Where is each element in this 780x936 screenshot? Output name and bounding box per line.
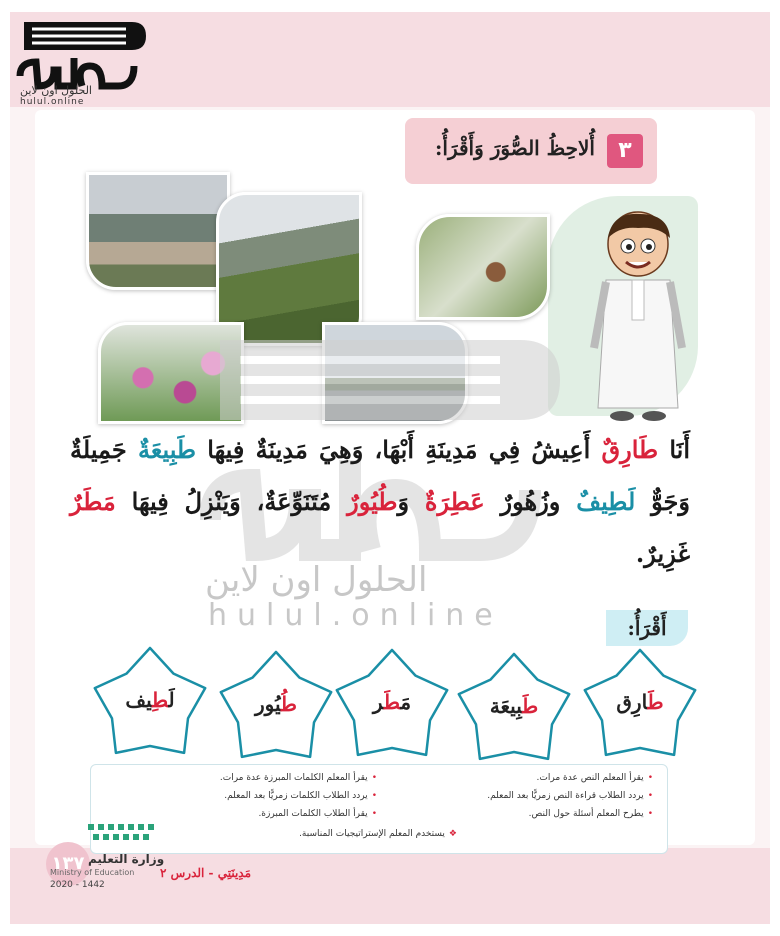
highlighted-word: طُيُورٌ [347,487,398,516]
watermark-arabic: الحلول اون لاين [205,560,428,600]
star-word-part: ر [372,690,384,714]
section-title: أُلاحِظُ الصُّوَرَ وَأَقْرَأُ: [435,136,595,160]
read-label: أَقْرَأُ: [606,610,688,646]
star-word [452,694,576,718]
logo-english-text: hulul.online [20,97,85,107]
ministry-arabic: وزارة التعليم [88,852,165,866]
star-word-part: مَ [400,690,412,714]
star-word-part: طَ [383,690,401,714]
boy-character [588,208,688,424]
page-number: ١٣٧ [46,842,90,886]
paragraph-text: وزُهُورٌ [484,487,577,516]
bird-photo [416,214,550,320]
star-word [578,690,702,714]
highlighted-word: طَبِيعَةٌ [138,435,197,464]
note-footer: ❖يستخدم المعلم الإستراتيجيات المناسبة. [299,829,457,839]
watermark-english: hulul.online [208,598,503,633]
ministry-english: Ministry of Education [50,868,135,877]
star-word-part: بِيعَة [489,694,523,718]
highlighted-word: لَطِيفٌ [576,487,636,516]
note-right-2: •يردد الطلاب قراءة النص زمريًّا بعد المعلم. [487,791,653,801]
teacher-notes [90,764,668,854]
word-star [330,648,454,766]
paragraph-text: مُتَنَوِّعَةٌ، وَيَنْزِلُ [184,487,348,516]
note-right-1: •يقرأ المعلم النص عدة مرات. [536,773,653,783]
paragraph-text: غَزِيرٌ. [635,539,690,568]
highlighted-word: مَطَرٌ [70,487,116,516]
star-word-part: لَ [168,688,175,712]
star-word-part: يف [125,688,153,712]
paragraph-text: أَعِيشُ فِي مَدِينَةِ أَبْهَا، وَهِيَ مَدِينَةٌ فِيهَا [196,435,602,464]
note-left-1: •يقرأ المعلم الكلمات المبرزة عدة مرات. [219,773,377,783]
note-right-3: •يطرح المعلم أسئلة حول النص. [528,809,653,819]
paragraph-text: أَنَا [658,435,690,464]
lesson-title: مَدِينَتِي - الدرس ٢ [160,866,252,880]
paragraph-text: جَمِيلَةٌ وَجَوٌّ [70,435,690,516]
word-star [214,650,338,768]
star-word-part: طَ [647,690,664,714]
star-word [88,688,212,712]
star-word-part: طِ [152,688,169,712]
note-left-2: •يردد الطلاب الكلمات زمريًّا بعد المعلم. [224,791,377,801]
ministry-logo-icon [86,820,166,848]
paragraph-text: فِيهَا [115,487,185,516]
star-word [214,692,338,716]
star-word-part: ارِق [616,690,648,714]
word-star [88,646,212,764]
star-word-part: طَ [522,694,539,718]
highlighted-word: طَارِقٌ [601,435,659,464]
edition-year: 2020 - 1442 [50,880,105,890]
reading-paragraph [70,424,690,580]
note-left-3: •يقرأ الطلاب الكلمات المبرزة. [258,809,377,819]
star-word-part: يُور [255,692,282,716]
logo-arabic-text: الحلول اون لاين [20,84,92,97]
section-heading [405,118,657,184]
section-number: ٣ [607,134,643,168]
star-word-part: طُ [281,692,297,716]
paragraph-text: وَ [397,487,425,516]
highlighted-word: عَطِرَةٌ [424,487,485,516]
word-star [578,648,702,766]
star-word [330,690,454,714]
city-photo [86,172,230,290]
word-star [452,652,576,770]
